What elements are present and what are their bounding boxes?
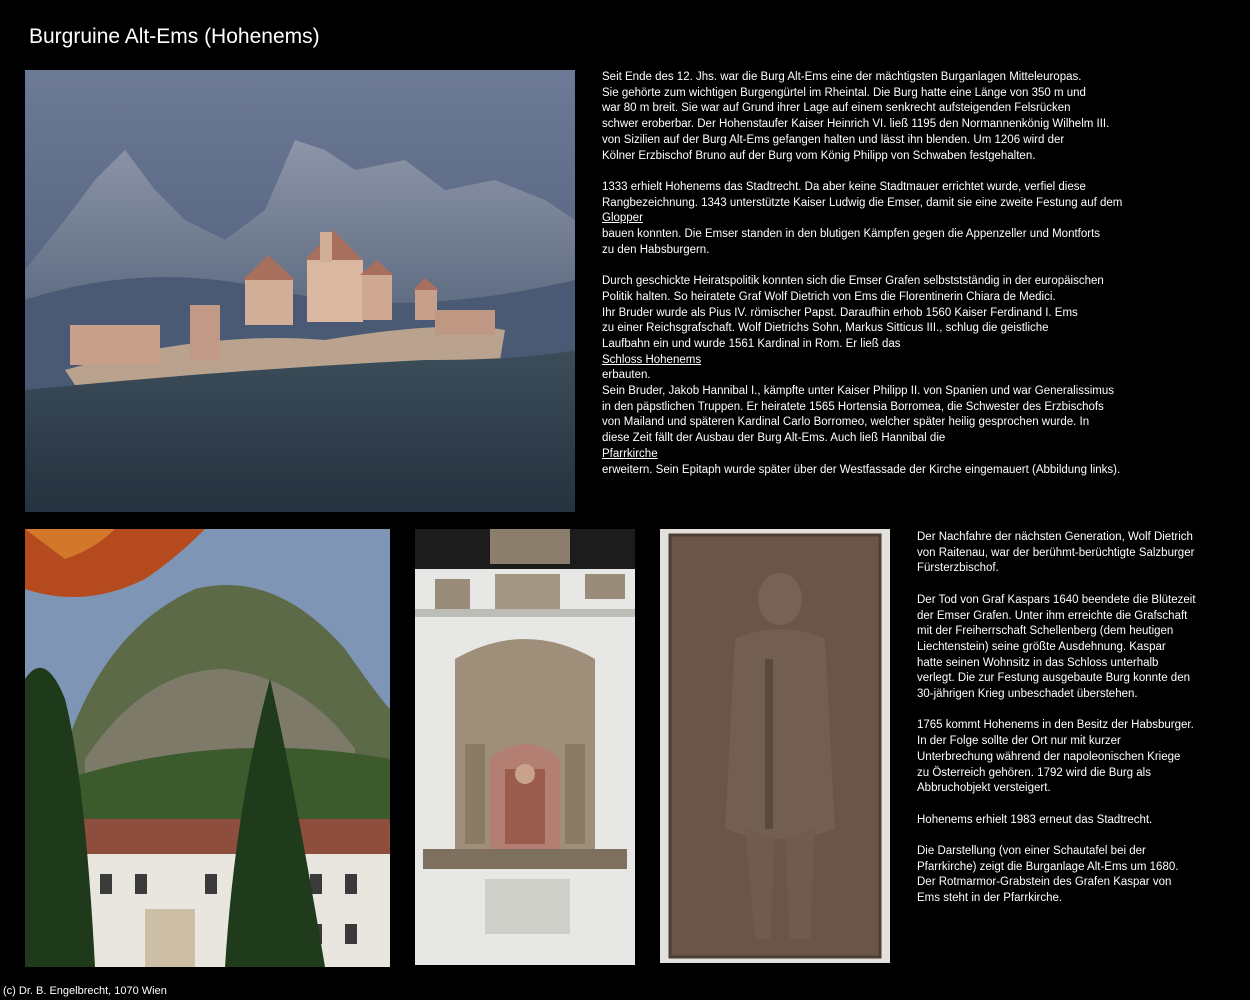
paragraph-origin bbox=[602, 70, 1162, 164]
text-line: Durch geschickte Heiratspolitik konnten sich die Emser Grafen selbststständig in der europäischen bbox=[602, 275, 1104, 288]
church-epitaph-photo bbox=[415, 529, 635, 965]
text-line: Der Tod von Graf Kaspars 1640 beendete die Blütezeit bbox=[917, 593, 1196, 606]
hohenems-hill-photo bbox=[25, 529, 390, 967]
page-title: Burgruine Alt-Ems (Hohenems) bbox=[29, 25, 320, 48]
text-line: Pfarrkirche) zeigt die Burganlage Alt-Ems um 1680. bbox=[917, 860, 1179, 873]
copyright-footer: (c) Dr. B. Engelbrecht, 1070 Wien bbox=[3, 985, 167, 997]
schloss-hohenems-link[interactable]: Schloss Hohenems bbox=[602, 353, 702, 366]
text-line: zu Österreich gehören. 1792 wird die Burg als bbox=[917, 766, 1151, 779]
text-line: zu einer Reichsgrafschaft. Wolf Dietrichs Sohn, Markus Sitticus III., schlug die geistliche bbox=[602, 322, 1049, 335]
text-line: Ems steht in der Pfarrkirche. bbox=[917, 892, 1063, 905]
text-line: 1765 kommt Hohenems in den Besitz der Habsburger. bbox=[917, 719, 1194, 732]
text-line: Fürsterzbischof. bbox=[917, 562, 999, 575]
text-line: erweitern. Sein Epitaph wurde später über der Westfassade der Kirche eingemauert (Abbildung links). bbox=[602, 463, 1121, 476]
main-history-text bbox=[602, 70, 1162, 494]
text-line: von Raitenau, war der berühmt-berüchtigte Salzburger bbox=[917, 546, 1195, 559]
text-line: Sie gehörte zum wichtigen Burgengürtel im Rheintal. Die Burg hatte eine Länge von 350 m und bbox=[602, 86, 1086, 99]
text-line: Laufbahn ein und wurde 1561 Kardinal in Rom. Er ließ das bbox=[602, 337, 901, 350]
text-line: schwer eroberbar. Der Hohenstaufer Kaiser Heinrich VI. ließ 1195 den Normannenkönig Wilhelm III. bbox=[602, 118, 1110, 131]
text-line: In der Folge sollte der Ort nur mit kurzer bbox=[917, 735, 1121, 748]
text-line: mit der Freiherrschaft Schellenberg (dem heutigen bbox=[917, 625, 1174, 638]
gravestone-photo bbox=[660, 529, 890, 963]
text-line: Die Darstellung (von einer Schautafel bei der bbox=[917, 845, 1146, 857]
paragraph-kaspar bbox=[917, 593, 1217, 703]
text-line: Politik halten. So heiratete Graf Wolf Dietrich von Ems die Florentinerin Chiara de Medici. bbox=[602, 290, 1056, 303]
paragraph-raitenau bbox=[917, 530, 1217, 577]
side-history-text bbox=[917, 530, 1217, 923]
text-line: von Sizilien auf der Burg Alt-Ems gefangen halten und lässt ihn blenden. Um 1206 wird der bbox=[602, 133, 1065, 146]
text-line: Rangbezeichnung. 1343 unterstützte Kaiser Ludwig die Emser, damit sie eine zweite Festung auf dem bbox=[602, 196, 1123, 209]
paragraph-stadtrecht bbox=[602, 180, 1162, 259]
paragraph-heiratspolitik bbox=[602, 274, 1162, 478]
text-line: verlegt. Die zur Festung ausgebaute Burg konnte den bbox=[917, 672, 1190, 685]
text-line: Ihr Bruder wurde als Pius IV. römischer Papst. Daraufhin erhob 1560 Kaiser Ferdinand I. Ems bbox=[602, 306, 1078, 319]
glopper-link[interactable]: Glopper bbox=[602, 212, 643, 225]
text-line: erbauten. bbox=[602, 369, 651, 382]
text-line: bauen konnten. Die Emser standen in den blutigen Kämpfen gegen die Appenzeller und Montforts bbox=[602, 228, 1101, 241]
text-line: diese Zeit fällt der Ausbau der Burg Alt-Ems. Auch ließ Hannibal die bbox=[602, 432, 946, 445]
paragraph-image-caption bbox=[917, 844, 1217, 907]
text-line: 30-jährigen Krieg unbeschadet überstehen. bbox=[917, 688, 1138, 701]
text-line: Liechtenstein) seine größte Ausdehnung. Kaspar bbox=[917, 640, 1166, 653]
text-line: 1333 erhielt Hohenems das Stadtrecht. Da aber keine Stadtmauer errichtet wurde, verfiel diese bbox=[602, 180, 1086, 193]
castle-painting-image bbox=[25, 70, 575, 512]
text-line: Abbruchobjekt versteigert. bbox=[917, 782, 1051, 795]
text-line: war 80 m breit. Sie war auf Grund ihrer Lage auf einem senkrecht aufsteigenden Felsrücken bbox=[602, 102, 1071, 115]
text-line: der Emser Grafen. Unter ihm erreichte die Grafschaft bbox=[917, 609, 1188, 622]
text-line: Seit Ende des 12. Jhs. war die Burg Alt-Ems eine der mächtigsten Burganlagen Mitteleuropas. bbox=[602, 71, 1082, 83]
text-line: Der Nachfahre der nächsten Generation, Wolf Dietrich bbox=[917, 531, 1193, 543]
text-line: Sein Bruder, Jakob Hannibal I., kämpfte unter Kaiser Philipp II. von Spanien und war Generalissimus bbox=[602, 385, 1115, 398]
text-line: Der Rotmarmor-Grabstein des Grafen Kaspar von bbox=[917, 876, 1172, 889]
text-line: von Mailand und späteren Kardinal Carlo Borromeo, welcher später heilig gesprochen wurde. In bbox=[602, 416, 1090, 429]
text-line: Unterbrechung während der napoleonischen Kriege bbox=[917, 750, 1181, 763]
paragraph-habsburger bbox=[917, 718, 1217, 797]
text-line: zu den Habsburgern. bbox=[602, 243, 710, 256]
text-line: hatte seinen Wohnsitz in das Schloss unterhalb bbox=[917, 656, 1159, 669]
text-line: in den päpstlichen Truppen. Er heiratete 1565 Hortensia Borromea, die Schwester des Erzbischofs bbox=[602, 400, 1104, 413]
text-line: Kölner Erzbischof Bruno auf der Burg vom König Philipp von Schwaben festgehalten. bbox=[602, 149, 1036, 162]
text-line: Hohenems erhielt 1983 erneut das Stadtrecht. bbox=[917, 813, 1153, 826]
paragraph-stadtrecht-1983 bbox=[917, 813, 1217, 829]
pfarrkirche-link[interactable]: Pfarrkirche bbox=[602, 447, 658, 460]
